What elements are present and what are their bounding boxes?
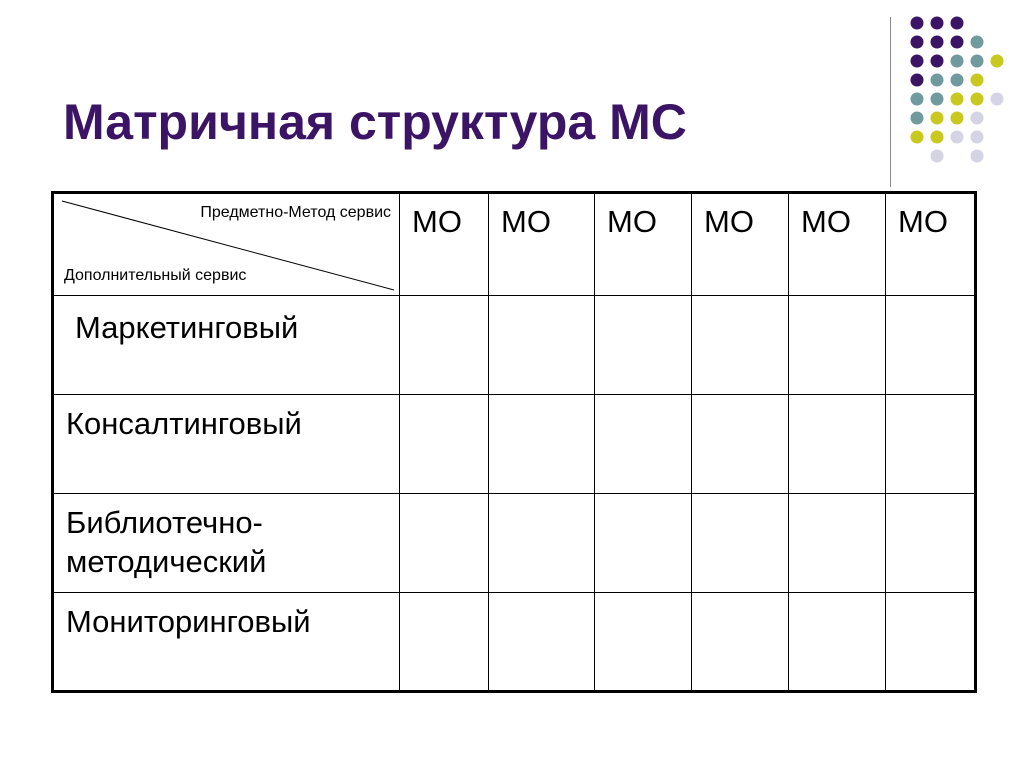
decorative-dot <box>991 93 1004 106</box>
decorative-dot <box>971 93 984 106</box>
decorative-dot <box>931 17 944 30</box>
matrix-cell <box>595 494 692 593</box>
matrix-cell <box>595 296 692 395</box>
matrix-cell <box>400 593 489 692</box>
matrix-cell <box>692 593 789 692</box>
matrix-cell <box>886 494 976 593</box>
matrix-cell <box>886 296 976 395</box>
corner-cell <box>53 193 400 296</box>
corner-column-caption: Предметно-Метод сервис <box>200 204 391 221</box>
decorative-dot <box>971 74 984 87</box>
matrix-cell <box>789 395 886 494</box>
matrix-cell <box>789 593 886 692</box>
column-header: МО <box>886 193 976 296</box>
row-header: Мониторинговый <box>53 593 400 692</box>
decorative-dot <box>931 55 944 68</box>
matrix-cell <box>400 494 489 593</box>
matrix-cell <box>886 395 976 494</box>
table-row <box>53 296 976 395</box>
matrix-cell <box>886 593 976 692</box>
decorative-dot <box>911 131 924 144</box>
decorative-dot <box>951 17 964 30</box>
matrix-table <box>51 191 977 693</box>
decorative-dot <box>971 112 984 125</box>
matrix-cell <box>489 395 595 494</box>
matrix-cell <box>595 593 692 692</box>
row-header: Маркетинговый <box>53 296 400 395</box>
column-header: МО <box>692 193 789 296</box>
matrix-cell <box>789 494 886 593</box>
decorative-dot <box>931 150 944 163</box>
decorative-dot <box>971 131 984 144</box>
matrix-cell <box>789 296 886 395</box>
decorative-dot <box>951 74 964 87</box>
matrix-cell <box>489 296 595 395</box>
decorative-dot <box>931 131 944 144</box>
table-row <box>53 395 976 494</box>
row-header: Консалтинговый <box>53 395 400 494</box>
decorative-dot <box>931 36 944 49</box>
matrix-cell <box>400 296 489 395</box>
row-header: Библиотечно-методический <box>53 494 400 593</box>
decorative-dot <box>991 55 1004 68</box>
decorative-dot <box>911 55 924 68</box>
matrix-cell <box>489 494 595 593</box>
decorative-dot <box>931 93 944 106</box>
decorative-dot <box>931 112 944 125</box>
header-row <box>53 193 976 296</box>
slide-title: Матричная структура МС <box>63 94 687 150</box>
decorative-dot <box>951 93 964 106</box>
decorative-dot <box>911 74 924 87</box>
decorative-dot <box>911 36 924 49</box>
column-header: МО <box>595 193 692 296</box>
matrix-cell <box>692 494 789 593</box>
decorative-dot <box>971 150 984 163</box>
matrix-cell <box>400 395 489 494</box>
matrix-cell <box>595 395 692 494</box>
decorative-dot <box>951 55 964 68</box>
corner-row-caption: Дополнительный сервис <box>64 267 247 284</box>
decorative-dot <box>951 36 964 49</box>
decorative-dot <box>951 112 964 125</box>
decorative-dot <box>951 131 964 144</box>
decorative-dot <box>971 55 984 68</box>
vertical-divider <box>890 17 891 187</box>
decorative-dot <box>911 17 924 30</box>
column-header: МО <box>789 193 886 296</box>
decorative-dot <box>911 112 924 125</box>
column-header: МО <box>489 193 595 296</box>
decorative-dot <box>931 74 944 87</box>
matrix-cell <box>489 593 595 692</box>
matrix-cell <box>692 296 789 395</box>
table-row <box>53 494 976 593</box>
decorative-dot <box>971 36 984 49</box>
column-header: МО <box>400 193 489 296</box>
decorative-dot <box>911 93 924 106</box>
table-row <box>53 593 976 692</box>
matrix-cell <box>692 395 789 494</box>
